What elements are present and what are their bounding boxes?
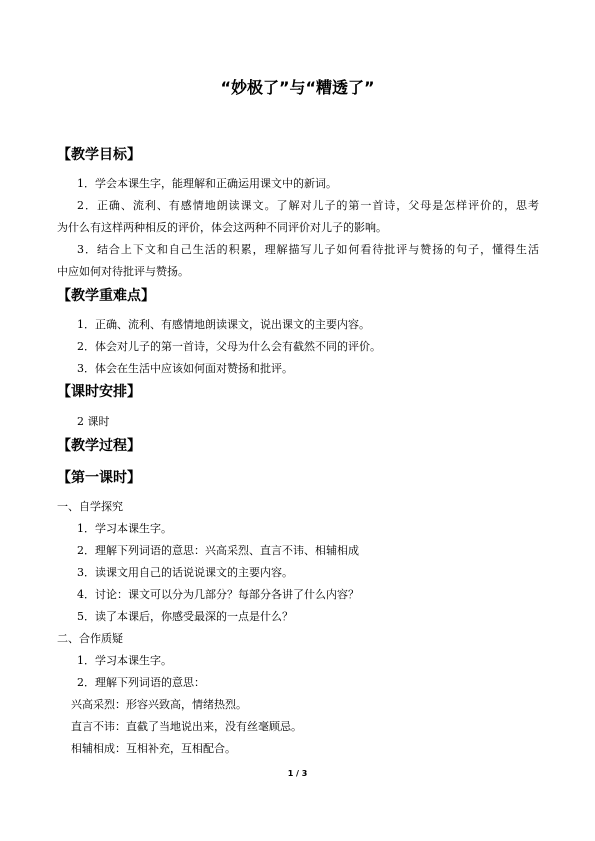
- self-study-item: 1．学习本课生字。: [77, 522, 172, 535]
- document-title: “妙极了”与“糟透了”: [220, 78, 375, 97]
- key-point-item: 3．体会在生活中应该如何面对赞扬和批评。: [77, 362, 293, 375]
- page-number: 1 / 3: [287, 769, 308, 778]
- cooperation-item: 1．学习本课生字。: [77, 654, 172, 667]
- schedule-text: 2 课时: [77, 415, 110, 428]
- self-study-item: 5．读了本课后，你感受最深的一点是什么？: [77, 610, 293, 623]
- cooperation-item: 2．理解下列词语的意思：: [77, 676, 205, 689]
- self-study-item: 2．理解下列词语的意思：兴高采烈、直言不讳、相辅相成: [77, 544, 359, 557]
- goal-item: 1．学会本课生字，能理解和正确运用课文中的新词。: [77, 177, 337, 190]
- section-heading-key-points: 【教学重难点】: [57, 288, 155, 304]
- goal-item: 3．结合上下文和自己生活的积累，理解描写儿子如何看待批评与赞扬的句子，懂得生活: [77, 243, 539, 256]
- part-title-self-study: 一、自学探究: [57, 500, 123, 513]
- goal-item: 2．正确、流利、有感情地朗读课文。了解对儿子的第一首诗，父母是怎样评价的，思考: [77, 199, 539, 212]
- section-heading-process: 【教学过程】: [57, 438, 141, 454]
- self-study-item: 4．讨论：课文可以分为几部分？每部分各讲了什么内容？: [77, 588, 359, 601]
- self-study-item: 3．读课文用自己的话说说课文的主要内容。: [77, 566, 293, 579]
- part-title-cooperation: 二、合作质疑: [57, 632, 123, 645]
- key-point-item: 1．正确、流利、有感情地朗读课文，说出课文的主要内容。: [77, 318, 370, 331]
- section-heading-schedule: 【课时安排】: [57, 384, 141, 400]
- goal-item-continued: 为什么有这样两种相反的评价，体会这两种不同评价对儿子的影响。: [57, 221, 387, 234]
- goal-item-continued: 中应如何对待批评与赞扬。: [57, 265, 189, 278]
- definition-item: 兴高采烈：形容兴致高，情绪热烈。: [71, 698, 247, 711]
- key-point-item: 2．体会对儿子的第一首诗，父母为什么会有截然不同的评价。: [77, 340, 381, 353]
- section-heading-lesson-1: 【第一课时】: [57, 470, 141, 486]
- definition-item: 直言不讳：直截了当地说出来，没有丝毫顾忌。: [71, 720, 302, 733]
- section-heading-goals: 【教学目标】: [57, 147, 141, 163]
- definition-item: 相辅相成：互相补充，互相配合。: [71, 742, 236, 755]
